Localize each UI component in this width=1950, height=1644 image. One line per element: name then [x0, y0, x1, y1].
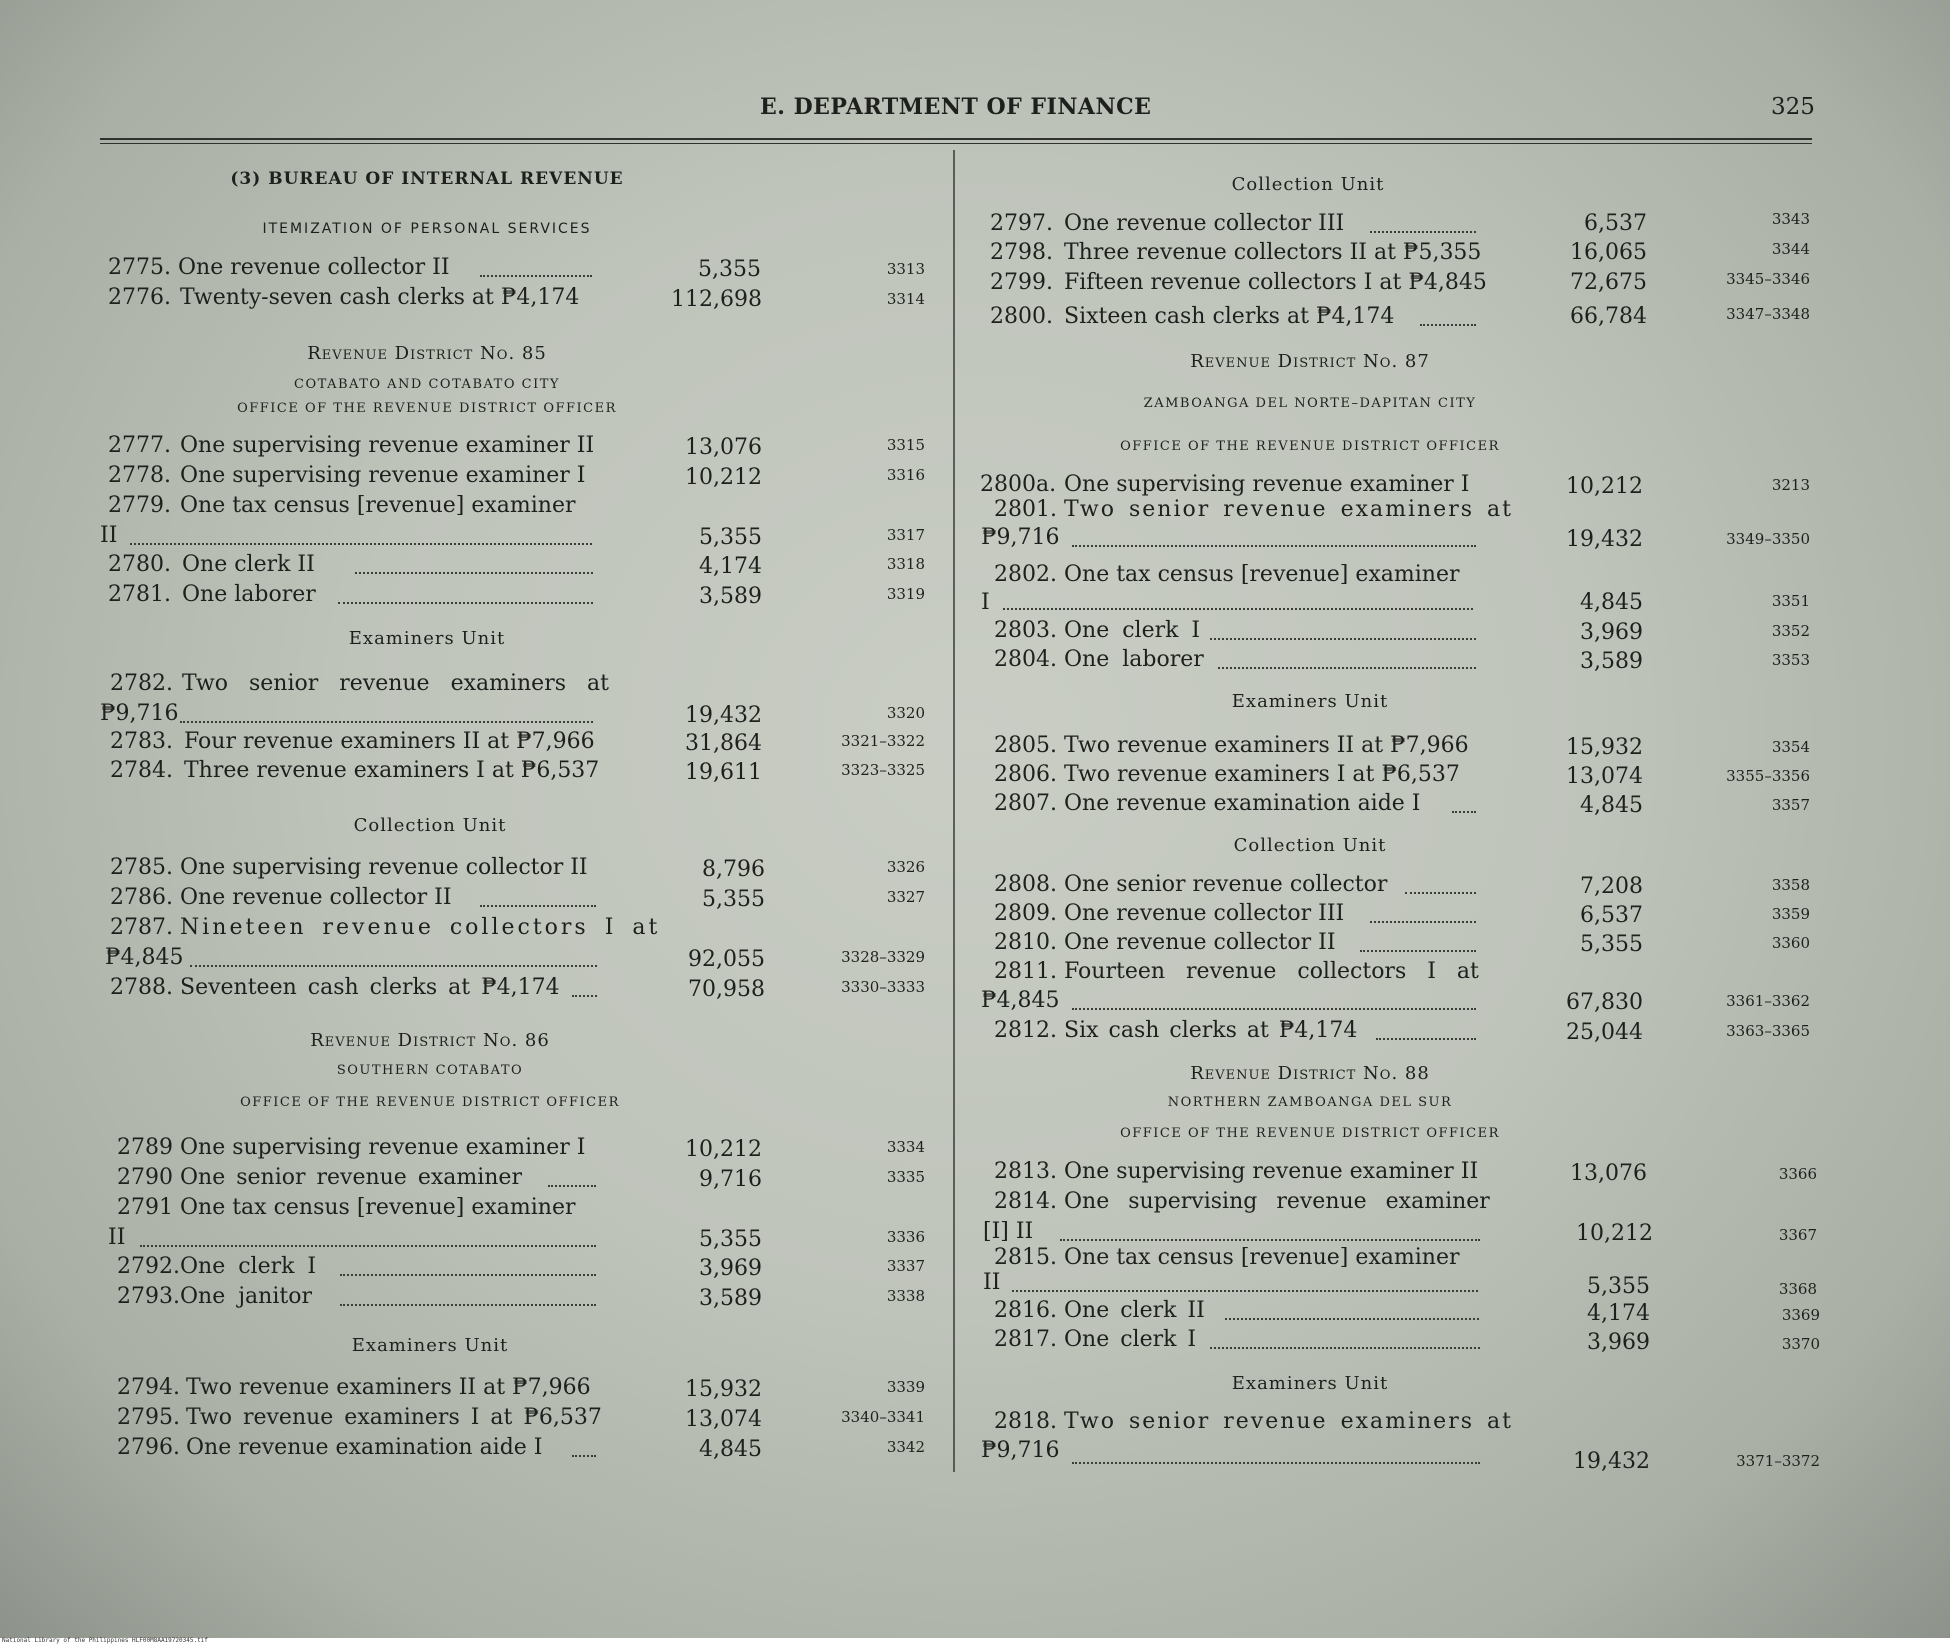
- amount: 25,044: [1566, 1020, 1643, 1045]
- item-description-cont: ₱9,716: [981, 525, 1060, 550]
- reference-number: 3344: [1771, 240, 1810, 258]
- amount: 3,969: [1587, 1330, 1650, 1355]
- item-number: 2817.: [994, 1327, 1057, 1352]
- item-number: 2805.: [994, 733, 1057, 758]
- item-description: One revenue examination aide I: [1064, 791, 1421, 816]
- footer-caption: National Library of the Philippines HLF00M8AA19720345.tif: [2, 1637, 208, 1644]
- reference-number: 3213: [1771, 476, 1810, 494]
- district-office: OFFICE OF THE REVENUE DISTRICT OFFICER: [1120, 1126, 1500, 1141]
- amount: 5,355: [702, 887, 765, 912]
- item-number: 2799.: [990, 270, 1053, 295]
- reference-number: 3347–3348: [1726, 305, 1810, 323]
- amount: 13,074: [1566, 764, 1643, 789]
- reference-number: 3352: [1771, 622, 1810, 640]
- item-number: 2790: [117, 1165, 173, 1190]
- reference-number: 3321–3322: [841, 732, 925, 750]
- item-number: 2812.: [994, 1018, 1057, 1043]
- district-heading: Revenue District No. 87: [1190, 351, 1430, 372]
- item-number: 2789: [117, 1135, 173, 1160]
- leader-dots: [1003, 608, 1473, 610]
- leader-dots: [180, 721, 593, 723]
- item-number: 2795.: [117, 1405, 180, 1430]
- leader-dots: [130, 543, 592, 545]
- item-number: 2800a.: [980, 472, 1057, 497]
- footer-bar: [0, 1638, 1950, 1644]
- item-description: One supervising revenue examiner II: [1064, 1159, 1479, 1184]
- reference-number: 3360: [1771, 934, 1810, 952]
- unit-heading: Collection Unit: [1233, 835, 1387, 856]
- reference-number: 3361–3362: [1726, 992, 1810, 1010]
- district-office: OFFICE OF THE REVENUE DISTRICT OFFICER: [237, 401, 617, 416]
- item-number: 2781.: [108, 582, 171, 607]
- amount: 13,076: [1570, 1161, 1647, 1186]
- item-description: One clerk II: [182, 552, 315, 577]
- amount: 112,698: [671, 287, 762, 312]
- amount: 4,845: [1580, 590, 1643, 615]
- amount: 5,355: [698, 257, 761, 282]
- item-description: Three revenue collectors II at ₱5,355: [1064, 240, 1482, 265]
- leader-dots: [1225, 1318, 1479, 1320]
- reference-number: 3320: [886, 704, 925, 722]
- item-number: 2800.: [990, 304, 1053, 329]
- leader-dots: [1072, 545, 1476, 547]
- leader-dots: [355, 572, 593, 574]
- item-description: Fifteen revenue collectors I at ₱4,845: [1064, 270, 1487, 295]
- item-number: 2811.: [994, 959, 1057, 984]
- item-number: 2815.: [994, 1245, 1057, 1270]
- unit-heading: Examiners Unit: [351, 1335, 509, 1356]
- item-description: One supervising revenue examiner I: [180, 463, 586, 488]
- column-divider: [953, 150, 955, 1472]
- item-description: One tax census [revenue] examiner: [1064, 562, 1460, 587]
- reference-number: 3330–3333: [841, 978, 925, 996]
- leader-dots: [1210, 1347, 1480, 1349]
- section-subtitle: ITEMIZATION OF PERSONAL SERVICES: [262, 221, 592, 237]
- item-number: 2801.: [994, 497, 1057, 522]
- item-description-cont: ₱4,845: [105, 945, 184, 970]
- unit-heading: Examiners Unit: [348, 628, 506, 649]
- item-number: 2788.: [110, 975, 173, 1000]
- item-number: 2786.: [110, 885, 173, 910]
- reference-number: 3343: [1771, 210, 1810, 228]
- item-number: 2783.: [110, 729, 173, 754]
- district-office: OFFICE OF THE REVENUE DISTRICT OFFICER: [1120, 439, 1500, 454]
- leader-dots: [340, 1274, 596, 1276]
- item-number: 2818.: [994, 1409, 1057, 1434]
- amount: 70,958: [688, 977, 765, 1002]
- amount: 4,845: [699, 1437, 762, 1462]
- district-location: NORTHERN ZAMBOANGA DEL SUR: [1167, 1095, 1453, 1110]
- item-description: One clerk II: [1064, 1298, 1205, 1323]
- leader-dots: [572, 1455, 596, 1457]
- amount: 3,589: [1580, 649, 1643, 674]
- reference-number: 3313: [886, 260, 925, 278]
- item-number: 2784.: [110, 758, 173, 783]
- leader-dots: [480, 275, 592, 277]
- amount: 6,537: [1580, 903, 1643, 928]
- district-location: COTABATO AND COTABATO CITY: [294, 377, 560, 392]
- item-number: 2778.: [108, 463, 171, 488]
- reference-number: 3315: [886, 436, 925, 454]
- amount: 6,537: [1584, 211, 1647, 236]
- item-description: Six cash clerks at ₱4,174: [1064, 1018, 1358, 1043]
- unit-heading: Collection Unit: [1231, 174, 1385, 195]
- amount: 67,830: [1566, 990, 1643, 1015]
- unit-heading: Collection Unit: [353, 815, 507, 836]
- leader-dots: [1060, 1239, 1480, 1241]
- item-description: One supervising revenue examiner: [1064, 1189, 1490, 1214]
- header-rule: [100, 138, 1812, 140]
- item-description-cont: II: [983, 1270, 1001, 1295]
- item-description-cont: [I] II: [983, 1219, 1034, 1244]
- item-number: 2792.: [117, 1254, 180, 1279]
- reference-number: 3345–3346: [1726, 270, 1810, 288]
- leader-dots: [1376, 1038, 1476, 1040]
- item-number: 2775.: [108, 255, 171, 280]
- leader-dots: [480, 905, 596, 907]
- item-description: One supervising revenue examiner I: [1064, 472, 1470, 497]
- item-number: 2814.: [994, 1189, 1057, 1214]
- item-description: One senior revenue collector: [1064, 872, 1388, 897]
- item-description: Two senior revenue examiners at: [182, 671, 609, 696]
- item-description: One revenue collector III: [1064, 901, 1345, 926]
- amount: 31,864: [685, 731, 762, 756]
- amount: 7,208: [1580, 874, 1643, 899]
- item-number: 2782.: [110, 671, 173, 696]
- reference-number: 3371–3372: [1736, 1452, 1820, 1470]
- leader-dots: [338, 602, 593, 604]
- reference-number: 3353: [1771, 651, 1810, 669]
- item-description-cont: I: [981, 590, 990, 615]
- item-description: Three revenue examiners I at ₱6,537: [184, 758, 600, 783]
- page-number: 325: [1771, 94, 1815, 120]
- reference-number: 3316: [886, 466, 925, 484]
- amount: 15,932: [1566, 735, 1643, 760]
- leader-dots: [1210, 638, 1476, 640]
- amount: 19,432: [1573, 1449, 1650, 1474]
- leader-dots: [1370, 231, 1476, 233]
- reference-number: 3326: [886, 858, 925, 876]
- amount: 8,796: [702, 857, 765, 882]
- item-description-cont: ₱4,845: [981, 988, 1060, 1013]
- item-description: Two revenue examiners II at ₱7,966: [186, 1375, 591, 1400]
- item-description: Sixteen cash clerks at ₱4,174: [1064, 304, 1395, 329]
- item-description: One revenue collector II: [178, 255, 450, 280]
- amount: 10,212: [685, 465, 762, 490]
- item-description: One janitor: [180, 1284, 312, 1309]
- reference-number: 3349–3350: [1726, 530, 1810, 548]
- leader-dots: [1072, 1008, 1476, 1010]
- item-description-cont: ₱9,716: [981, 1438, 1060, 1463]
- leader-dots: [190, 965, 597, 967]
- amount: 4,174: [1587, 1301, 1650, 1326]
- amount: 4,174: [699, 554, 762, 579]
- item-number: 2796.: [117, 1435, 180, 1460]
- reference-number: 3366: [1778, 1165, 1817, 1183]
- item-description: One laborer: [182, 582, 316, 607]
- item-number: 2777.: [108, 433, 171, 458]
- item-number: 2787.: [110, 915, 173, 940]
- item-description: One revenue collector II: [180, 885, 452, 910]
- amount: 72,675: [1570, 270, 1647, 295]
- item-description: One revenue collector III: [1064, 211, 1345, 236]
- item-description: One tax census [revenue] examiner: [180, 493, 576, 518]
- item-description: One supervising revenue collector II: [180, 855, 588, 880]
- reference-number: 3355–3356: [1726, 767, 1810, 785]
- item-description: One supervising revenue examiner I: [180, 1135, 586, 1160]
- item-description: One tax census [revenue] examiner: [180, 1195, 576, 1220]
- item-description: Two senior revenue examiners at: [1064, 1409, 1513, 1434]
- item-number: 2803.: [994, 618, 1057, 643]
- reference-number: 3369: [1781, 1306, 1820, 1324]
- reference-number: 3335: [886, 1168, 925, 1186]
- leader-dots: [1420, 324, 1476, 326]
- reference-number: 3338: [886, 1287, 925, 1305]
- item-description: Two revenue examiners I at ₱6,537: [1064, 762, 1460, 787]
- reference-number: 3370: [1781, 1335, 1820, 1353]
- amount: 19,432: [1566, 527, 1643, 552]
- item-number: 2802.: [994, 562, 1057, 587]
- item-number: 2806.: [994, 762, 1057, 787]
- amount: 5,355: [699, 525, 762, 550]
- item-number: 2779.: [108, 493, 171, 518]
- item-description: One clerk I: [1064, 618, 1201, 643]
- item-number: 2807.: [994, 791, 1057, 816]
- district-office: OFFICE OF THE REVENUE DISTRICT OFFICER: [240, 1095, 620, 1110]
- district-heading: Revenue District No. 88: [1190, 1063, 1430, 1084]
- leader-dots: [1405, 892, 1476, 894]
- reference-number: 3354: [1771, 738, 1810, 756]
- reference-number: 3340–3341: [841, 1408, 925, 1426]
- item-description: Nineteen revenue collectors I at: [180, 915, 661, 940]
- item-number: 2809.: [994, 901, 1057, 926]
- item-description: Two senior revenue examiners at: [1064, 497, 1513, 522]
- amount: 5,355: [1587, 1274, 1650, 1299]
- item-description: One laborer: [1064, 647, 1204, 672]
- amount: 66,784: [1570, 304, 1647, 329]
- item-description: Fourteen revenue collectors I at: [1064, 959, 1479, 984]
- item-description: One revenue collector II: [1064, 930, 1336, 955]
- reference-number: 3359: [1771, 905, 1810, 923]
- amount: 13,074: [685, 1407, 762, 1432]
- reference-number: 3368: [1778, 1280, 1817, 1298]
- item-number: 2791: [117, 1195, 173, 1220]
- item-description: Twenty-seven cash clerks at ₱4,174: [180, 285, 580, 310]
- item-number: 2780.: [108, 552, 171, 577]
- amount: 9,716: [699, 1167, 762, 1192]
- item-number: 2794.: [117, 1375, 180, 1400]
- amount: 19,611: [685, 760, 762, 785]
- amount: 19,432: [685, 703, 762, 728]
- reference-number: 3367: [1778, 1226, 1817, 1244]
- amount: 10,212: [1576, 1221, 1653, 1246]
- leader-dots: [1012, 1290, 1478, 1292]
- item-number: 2813.: [994, 1159, 1057, 1184]
- district-heading: Revenue District No. 86: [310, 1030, 550, 1051]
- item-description-cont: ₱9,716: [100, 701, 179, 726]
- reference-number: 3339: [886, 1378, 925, 1396]
- amount: 13,076: [685, 435, 762, 460]
- page-title: E. DEPARTMENT OF FINANCE: [760, 94, 1152, 120]
- item-description: One supervising revenue examiner II: [180, 433, 595, 458]
- reference-number: 3334: [886, 1138, 925, 1156]
- unit-heading: Examiners Unit: [1231, 1373, 1389, 1394]
- item-description: Two revenue examiners I at ₱6,537: [186, 1405, 602, 1430]
- item-number: 2793.: [117, 1284, 180, 1309]
- leader-dots: [1360, 950, 1476, 952]
- item-number: 2810.: [994, 930, 1057, 955]
- amount: 3,969: [1580, 620, 1643, 645]
- item-description: One clerk I: [1064, 1327, 1197, 1352]
- leader-dots: [548, 1185, 596, 1187]
- item-number: 2785.: [110, 855, 173, 880]
- amount: 4,845: [1580, 793, 1643, 818]
- header-rule-thin: [100, 143, 1812, 144]
- item-description: One senior revenue examiner: [180, 1165, 522, 1190]
- item-number: 2798.: [990, 240, 1053, 265]
- amount: 3,589: [699, 584, 762, 609]
- item-description: Seventeen cash clerks at ₱4,174: [180, 975, 560, 1000]
- item-description: Four revenue examiners II at ₱7,966: [184, 729, 595, 754]
- reference-number: 3351: [1771, 592, 1810, 610]
- leader-dots: [1218, 667, 1476, 669]
- district-location: SOUTHERN COTABATO: [336, 1063, 524, 1078]
- amount: 10,212: [685, 1137, 762, 1162]
- reference-number: 3314: [886, 290, 925, 308]
- reference-number: 3317: [886, 526, 925, 544]
- leader-dots: [1072, 1462, 1480, 1464]
- reference-number: 3357: [1771, 796, 1810, 814]
- reference-number: 3318: [886, 555, 925, 573]
- item-number: 2804.: [994, 647, 1057, 672]
- amount: 10,212: [1566, 474, 1643, 499]
- amount: 3,969: [699, 1256, 762, 1281]
- item-description: One revenue examination aide I: [186, 1435, 543, 1460]
- amount: 5,355: [1580, 932, 1643, 957]
- reference-number: 3328–3329: [841, 948, 925, 966]
- reference-number: 3319: [886, 585, 925, 603]
- item-description-cont: II: [108, 1225, 126, 1250]
- item-number: 2816.: [994, 1298, 1057, 1323]
- leader-dots: [140, 1245, 596, 1247]
- reference-number: 3363–3365: [1726, 1022, 1810, 1040]
- leader-dots: [1370, 921, 1476, 923]
- item-number: 2776.: [108, 285, 171, 310]
- district-location: ZAMBOANGA DEL NORTE–DAPITAN CITY: [1143, 396, 1477, 411]
- district-heading: Revenue District No. 85: [307, 343, 547, 364]
- reference-number: 3323–3325: [841, 761, 925, 779]
- reference-number: 3358: [1771, 876, 1810, 894]
- leader-dots: [572, 995, 597, 997]
- item-description: Two revenue examiners II at ₱7,966: [1064, 733, 1469, 758]
- section-title: (3) BUREAU OF INTERNAL REVENUE: [230, 169, 624, 189]
- item-number: 2808.: [994, 872, 1057, 897]
- amount: 15,932: [685, 1377, 762, 1402]
- leader-dots: [340, 1304, 596, 1306]
- item-description: One tax census [revenue] examiner: [1064, 1245, 1460, 1270]
- leader-dots: [1452, 811, 1476, 813]
- reference-number: 3336: [886, 1228, 925, 1246]
- amount: 3,589: [699, 1286, 762, 1311]
- reference-number: 3337: [886, 1257, 925, 1275]
- amount: 16,065: [1570, 240, 1647, 265]
- item-description: One clerk I: [180, 1254, 317, 1279]
- reference-number: 3327: [886, 888, 925, 906]
- item-number: 2797.: [990, 211, 1053, 236]
- reference-number: 3342: [886, 1438, 925, 1456]
- amount: 5,355: [699, 1227, 762, 1252]
- amount: 92,055: [688, 947, 765, 972]
- item-description-cont: II: [100, 523, 118, 548]
- unit-heading: Examiners Unit: [1231, 691, 1389, 712]
